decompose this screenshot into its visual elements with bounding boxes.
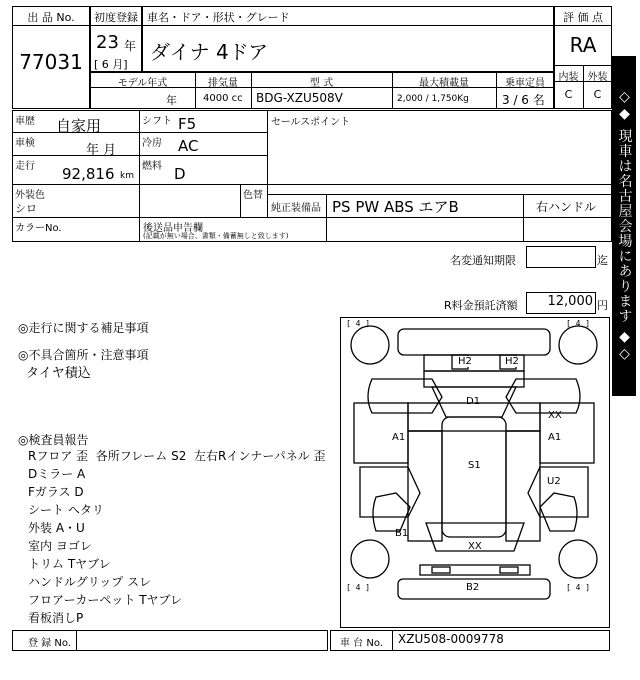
inspector-report-label: ◎検査員報告 bbox=[18, 433, 89, 447]
history-label: 車歴 bbox=[15, 116, 35, 127]
rating-value: RA bbox=[569, 33, 597, 57]
rear-left-tire bbox=[351, 540, 389, 578]
registration-year-unit: 年 bbox=[124, 39, 137, 53]
ac-label: 冷房 bbox=[142, 138, 162, 149]
tire-rear-right-label: [ 4 ] bbox=[566, 583, 591, 592]
damage-mark-a1-left: A1 bbox=[392, 432, 406, 443]
registration-number-label: 登 録 No. bbox=[28, 638, 71, 649]
max-load-label: 最大積載量 bbox=[419, 78, 469, 89]
first-registration-label: 初度登録 bbox=[94, 11, 138, 24]
inspector-line: 室内 ヨゴレ bbox=[28, 539, 92, 553]
displacement: 4000 cc bbox=[203, 93, 243, 104]
exterior-grade-label: 外装 bbox=[587, 72, 608, 83]
docs-note: (記載が無い場合、書類・備蓄無しと致します) bbox=[143, 232, 289, 240]
rear-right-quarter bbox=[540, 493, 577, 531]
inspector-line: Dミラー A bbox=[28, 467, 86, 481]
right-mirror-area bbox=[528, 467, 588, 517]
damage-mark-b2: B2 bbox=[466, 582, 480, 593]
car-name-label: 車名・ドア・形状・グレード bbox=[147, 11, 290, 24]
inspector-line: Rフロア 歪 各所フレーム S2 左右Rインナーパネル 歪 bbox=[28, 449, 326, 463]
rating-label: 評 価 点 bbox=[563, 11, 603, 24]
sales-point-label: セールスポイント bbox=[271, 117, 351, 128]
docs-label: 後送品申告欄 bbox=[143, 223, 203, 234]
fuel: D bbox=[174, 165, 186, 183]
model-year: 年 bbox=[166, 94, 177, 107]
driving-notes-label: ◎走行に関する補足事項 bbox=[18, 321, 149, 335]
name-change-deadline-label: 名変通知期限 bbox=[450, 254, 516, 267]
model-code-label: 型 式 bbox=[309, 78, 334, 89]
rear-right-tire bbox=[559, 540, 597, 578]
tire-rear-left-label: [ 4 ] bbox=[346, 583, 371, 592]
lot-number: 77031 bbox=[19, 50, 83, 74]
chassis-number: XZU508-0009778 bbox=[398, 632, 504, 646]
registration-year: 23 bbox=[96, 32, 119, 53]
interior-grade: C bbox=[564, 88, 573, 101]
history: 自家用 bbox=[56, 117, 102, 135]
location-banner: ◇◆ 現車は名古屋会場にあります ◆◇ bbox=[612, 56, 636, 396]
registration-month: [ 6 月] bbox=[94, 58, 128, 71]
exterior-color: シロ bbox=[15, 202, 37, 215]
shift-label: シフト bbox=[142, 116, 172, 127]
max-load: 2,000 / 1,750Kg bbox=[397, 94, 469, 104]
front-right-tire bbox=[559, 326, 597, 364]
color-number-label: カラーNo. bbox=[15, 223, 62, 234]
tire-front-right-label: [ 4 ] bbox=[566, 319, 591, 328]
damage-mark-h2-right: H2 bbox=[505, 356, 519, 367]
recycle-fee-unit: 円 bbox=[597, 299, 608, 312]
ac: AC bbox=[178, 137, 199, 155]
inspection: 年 月 bbox=[86, 143, 117, 158]
lot-number-label: 出 品 No. bbox=[27, 11, 75, 24]
defects-label: ◎不具合箇所・注意事項 bbox=[18, 348, 149, 362]
inspector-line: シート ヘタリ bbox=[28, 503, 104, 517]
cargo-body bbox=[442, 417, 506, 537]
damage-mark-s1: S1 bbox=[468, 460, 481, 471]
displacement-label: 排気量 bbox=[208, 78, 238, 89]
damage-mark-h2-left: H2 bbox=[458, 356, 472, 367]
recycle-fee-label: R料金預託済額 bbox=[444, 299, 518, 312]
exterior-grade: C bbox=[593, 88, 602, 101]
front-left-tire bbox=[351, 326, 389, 364]
model-code: BDG-XZU508V bbox=[256, 91, 343, 105]
shift: F5 bbox=[178, 115, 197, 133]
defect-item: タイヤ積込 bbox=[26, 366, 91, 381]
tire-front-left-label: [ 4 ] bbox=[346, 319, 371, 328]
inspection-label: 車検 bbox=[15, 138, 35, 149]
capacity-label: 乗車定員 bbox=[505, 78, 545, 89]
interior-grade-label: 内装 bbox=[558, 72, 579, 83]
mileage-label: 走行 bbox=[15, 161, 35, 172]
inspector-line: Fガラス D bbox=[28, 485, 84, 499]
equipment: PS PW ABS エアB bbox=[332, 198, 459, 216]
damage-mark-xx-right: XX bbox=[548, 410, 562, 421]
inspector-line: ハンドルグリップ スレ bbox=[28, 575, 152, 589]
damage-mark-b1: B1 bbox=[395, 528, 409, 539]
right-front-fender bbox=[506, 379, 580, 413]
damage-mark-d1: D1 bbox=[466, 396, 481, 407]
left-mirror-area bbox=[360, 467, 420, 517]
model-year-label: モデル年式 bbox=[117, 78, 168, 89]
front-bumper bbox=[398, 329, 550, 355]
hood bbox=[424, 371, 524, 387]
steering: 右ハンドル bbox=[536, 200, 597, 214]
name-change-deadline-unit: 迄 bbox=[597, 254, 608, 267]
damage-mark-u2: U2 bbox=[547, 476, 561, 487]
mileage: 92,816 bbox=[62, 165, 115, 183]
inspector-line: トリム Tヤブレ bbox=[28, 557, 111, 571]
inspector-line: フロアーカーペット Tヤブレ bbox=[28, 593, 183, 607]
exterior-color-label: 外装色 bbox=[15, 190, 45, 201]
name-change-deadline-field bbox=[526, 246, 596, 268]
damage-mark-xx-bottom: XX bbox=[468, 541, 482, 552]
inspector-line: 外装 A・U bbox=[28, 521, 85, 535]
damage-mark-a1-right: A1 bbox=[548, 432, 562, 443]
car-name: ダイナ 4ドア bbox=[150, 40, 269, 64]
chassis-number-label: 車 台 No. bbox=[340, 638, 383, 649]
inspector-line: 看板消しP bbox=[28, 611, 84, 625]
recycle-fee-value: 12,000 bbox=[547, 294, 593, 309]
equipment-label: 純正装備品 bbox=[271, 203, 321, 214]
capacity: 3 / 6 名 bbox=[502, 93, 545, 107]
left-front-fender bbox=[368, 379, 442, 413]
mileage-unit: km bbox=[120, 171, 134, 181]
fuel-label: 燃料 bbox=[142, 161, 162, 172]
rear-left-quarter bbox=[373, 493, 410, 531]
color-change-label: 色替 bbox=[243, 190, 263, 201]
